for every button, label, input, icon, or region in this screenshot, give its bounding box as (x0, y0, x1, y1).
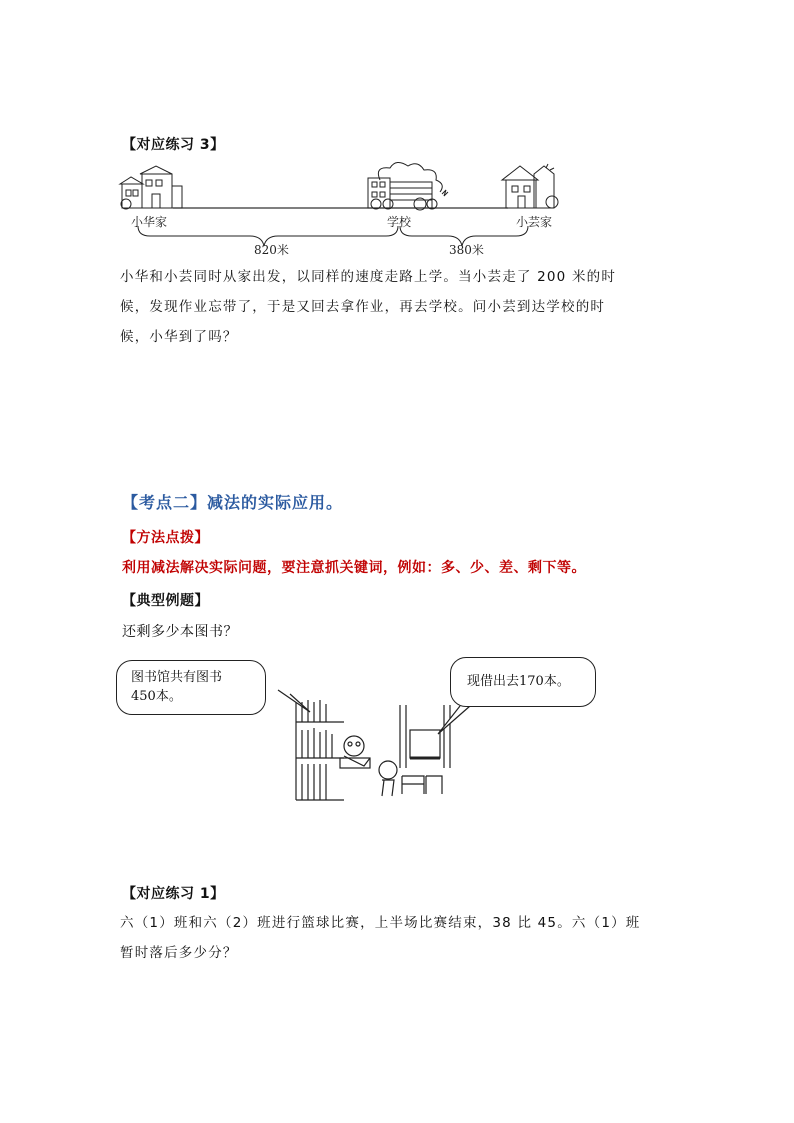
label-xiaohua-home: 小华家 (131, 215, 168, 229)
kaodian2-title: 【考点二】减法的实际应用。 (122, 493, 344, 512)
distance-right: 380米 (449, 243, 484, 257)
chair-icon (402, 776, 442, 794)
route-diagram (118, 160, 568, 260)
speech-bubble-left (116, 660, 266, 715)
bubble-line: 现借出去170本。 (467, 674, 570, 689)
label-school: 学校 (387, 215, 412, 229)
question-line: 候，小华到了吗？ (120, 329, 238, 345)
school-icon (368, 162, 448, 210)
bubble-line: 图书馆共有图书 (131, 670, 223, 685)
xiaoyun-house-icon (502, 164, 558, 208)
xiaohua-house-icon (120, 166, 182, 209)
bubble-line: 450本。 (131, 689, 182, 704)
practice3-question (120, 262, 660, 352)
method-text: 利用减法解决实际问题，要注意抓关键词，例如：多、少、差、剩下等。 (122, 560, 586, 576)
bookshelf-icon (296, 700, 344, 800)
speech-bubble-right (450, 657, 596, 707)
question-line: 六（1）班和六（2）班进行篮球比赛，上半场比赛结束，38 比 45。六（1）班 (120, 915, 641, 931)
example-question: 还剩多少本图书？ (122, 624, 238, 640)
practice1-question (120, 908, 680, 968)
example-heading: 【典型例题】 (122, 593, 209, 609)
practice3-heading: 【对应练习 3】 (122, 137, 225, 153)
question-line: 暂时落后多少分？ (120, 945, 238, 961)
doorway-icon (400, 705, 450, 768)
question-line: 小华和小芸同时从家出发，以同样的速度走路上学。当小芸走了 200 米的时 (120, 269, 617, 285)
question-line: 候，发现作业忘带了，于是又回去拿作业，再去学校。问小芸到达学校的时 (120, 299, 606, 315)
people-icon (340, 736, 397, 796)
distance-left: 820米 (254, 243, 289, 257)
practice1-heading: 【对应练习 1】 (122, 886, 225, 902)
label-xiaoyun-home: 小芸家 (516, 215, 553, 229)
method-heading: 【方法点拨】 (122, 530, 209, 546)
